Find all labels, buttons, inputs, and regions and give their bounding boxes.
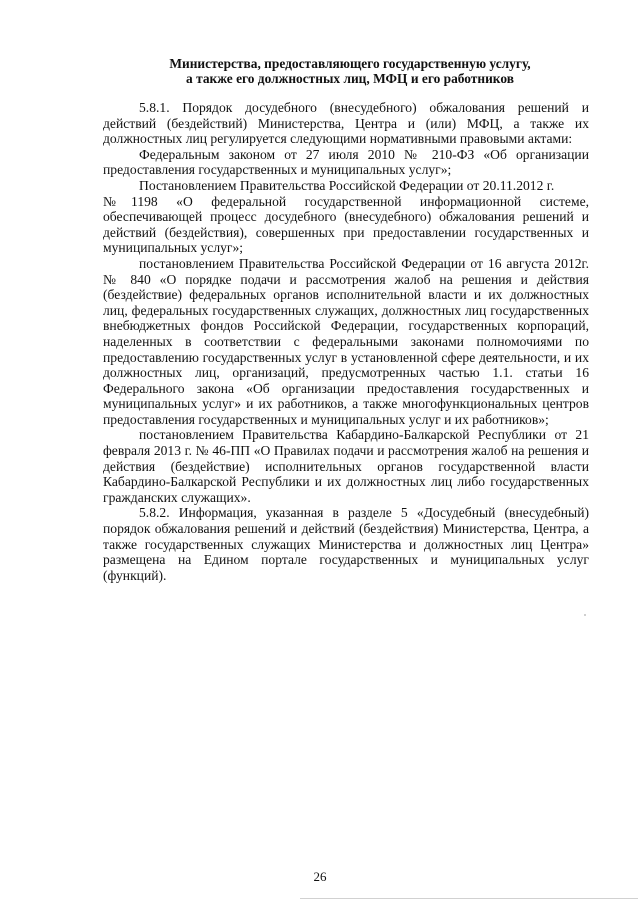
page-number: 26 (313, 869, 327, 884)
paragraph-federal-law: Федеральным законом от 27 июля 2010 № 210-ФЗ «Об организации предоставления государственных и муниципальных услуг»; (103, 146, 589, 178)
paragraph-resolution-46pp: постановлением Правительства Кабардино-Балкарской Республики от 21 февраля 2013 г. № 46-ПП «О Правилах подачи и рассмотрения жалоб на решения и действия (бездействие) исполнительных органов государственной власти Кабардино-Балкарской Республики и их должностных лиц либо государственных гражданских служащих». (103, 427, 589, 505)
scan-artifact-dot (584, 614, 586, 616)
document-body (103, 100, 589, 583)
scan-artifact-line (300, 898, 638, 899)
paragraph-resolution-1198-intro: Постановлением Правительства Российской Федерации от 20.11.2012 г. (139, 177, 555, 193)
paragraph-5-8-2: 5.8.2. Информация, указанная в разделе 5 «Досудебный (внесудебный) порядок обжалования решений и действий (бездействия) Министерства, Центра, а также государственных служащих Министерства и должностных лиц Центра» размещена на Едином портале государственных и муниципальных услуг (функций). (103, 505, 589, 583)
paragraph-5-8-1: 5.8.1. Порядок досудебного (внесудебного) обжалования решений и действий (бездействий) Министерства, Центра и (или) МФЦ, а также их должностных лиц регулируется следующими нормативными правовыми актами: (103, 100, 589, 147)
section-heading (150, 56, 550, 86)
paragraph-resolution-1198: №1198 «О федеральной государственной информационной системе, обеспечивающей процесс досудебного (внесудебного) обжалования решений и действий (бездействия), совершенных при предоставлении государственных и муниципальных услуг»; (103, 193, 589, 256)
paragraph-resolution-840: постановлением Правительства Российской Федерации от 16 августа 2012г. № 840 «О порядке подачи и рассмотрения жалоб на решения и действия (бездействие) федеральных органов исполнительной власти и их должностных лиц, федеральных государственных служащих, должностных лиц государственных внебюджетных фондов Российской Федерации, государственных корпораций, наделенных в соответствии с федеральными законами полномочиями по предоставлению государственных услуг в установленной сфере деятельности, и их должностных лиц, организаций, предусмотренных частью 1.1. статьи 16 Федерального закона «Об организации предоставления государственных и муниципальных услуг» и их работников, а также многофункциональных центров предоставления государственных и муниципальных услуг и их работников»; (103, 255, 589, 427)
heading-line-1: Министерства, предоставляющего государственную услугу, (169, 56, 531, 71)
heading-line-2: а также его должностных лиц, МФЦ и его работников (186, 71, 514, 86)
